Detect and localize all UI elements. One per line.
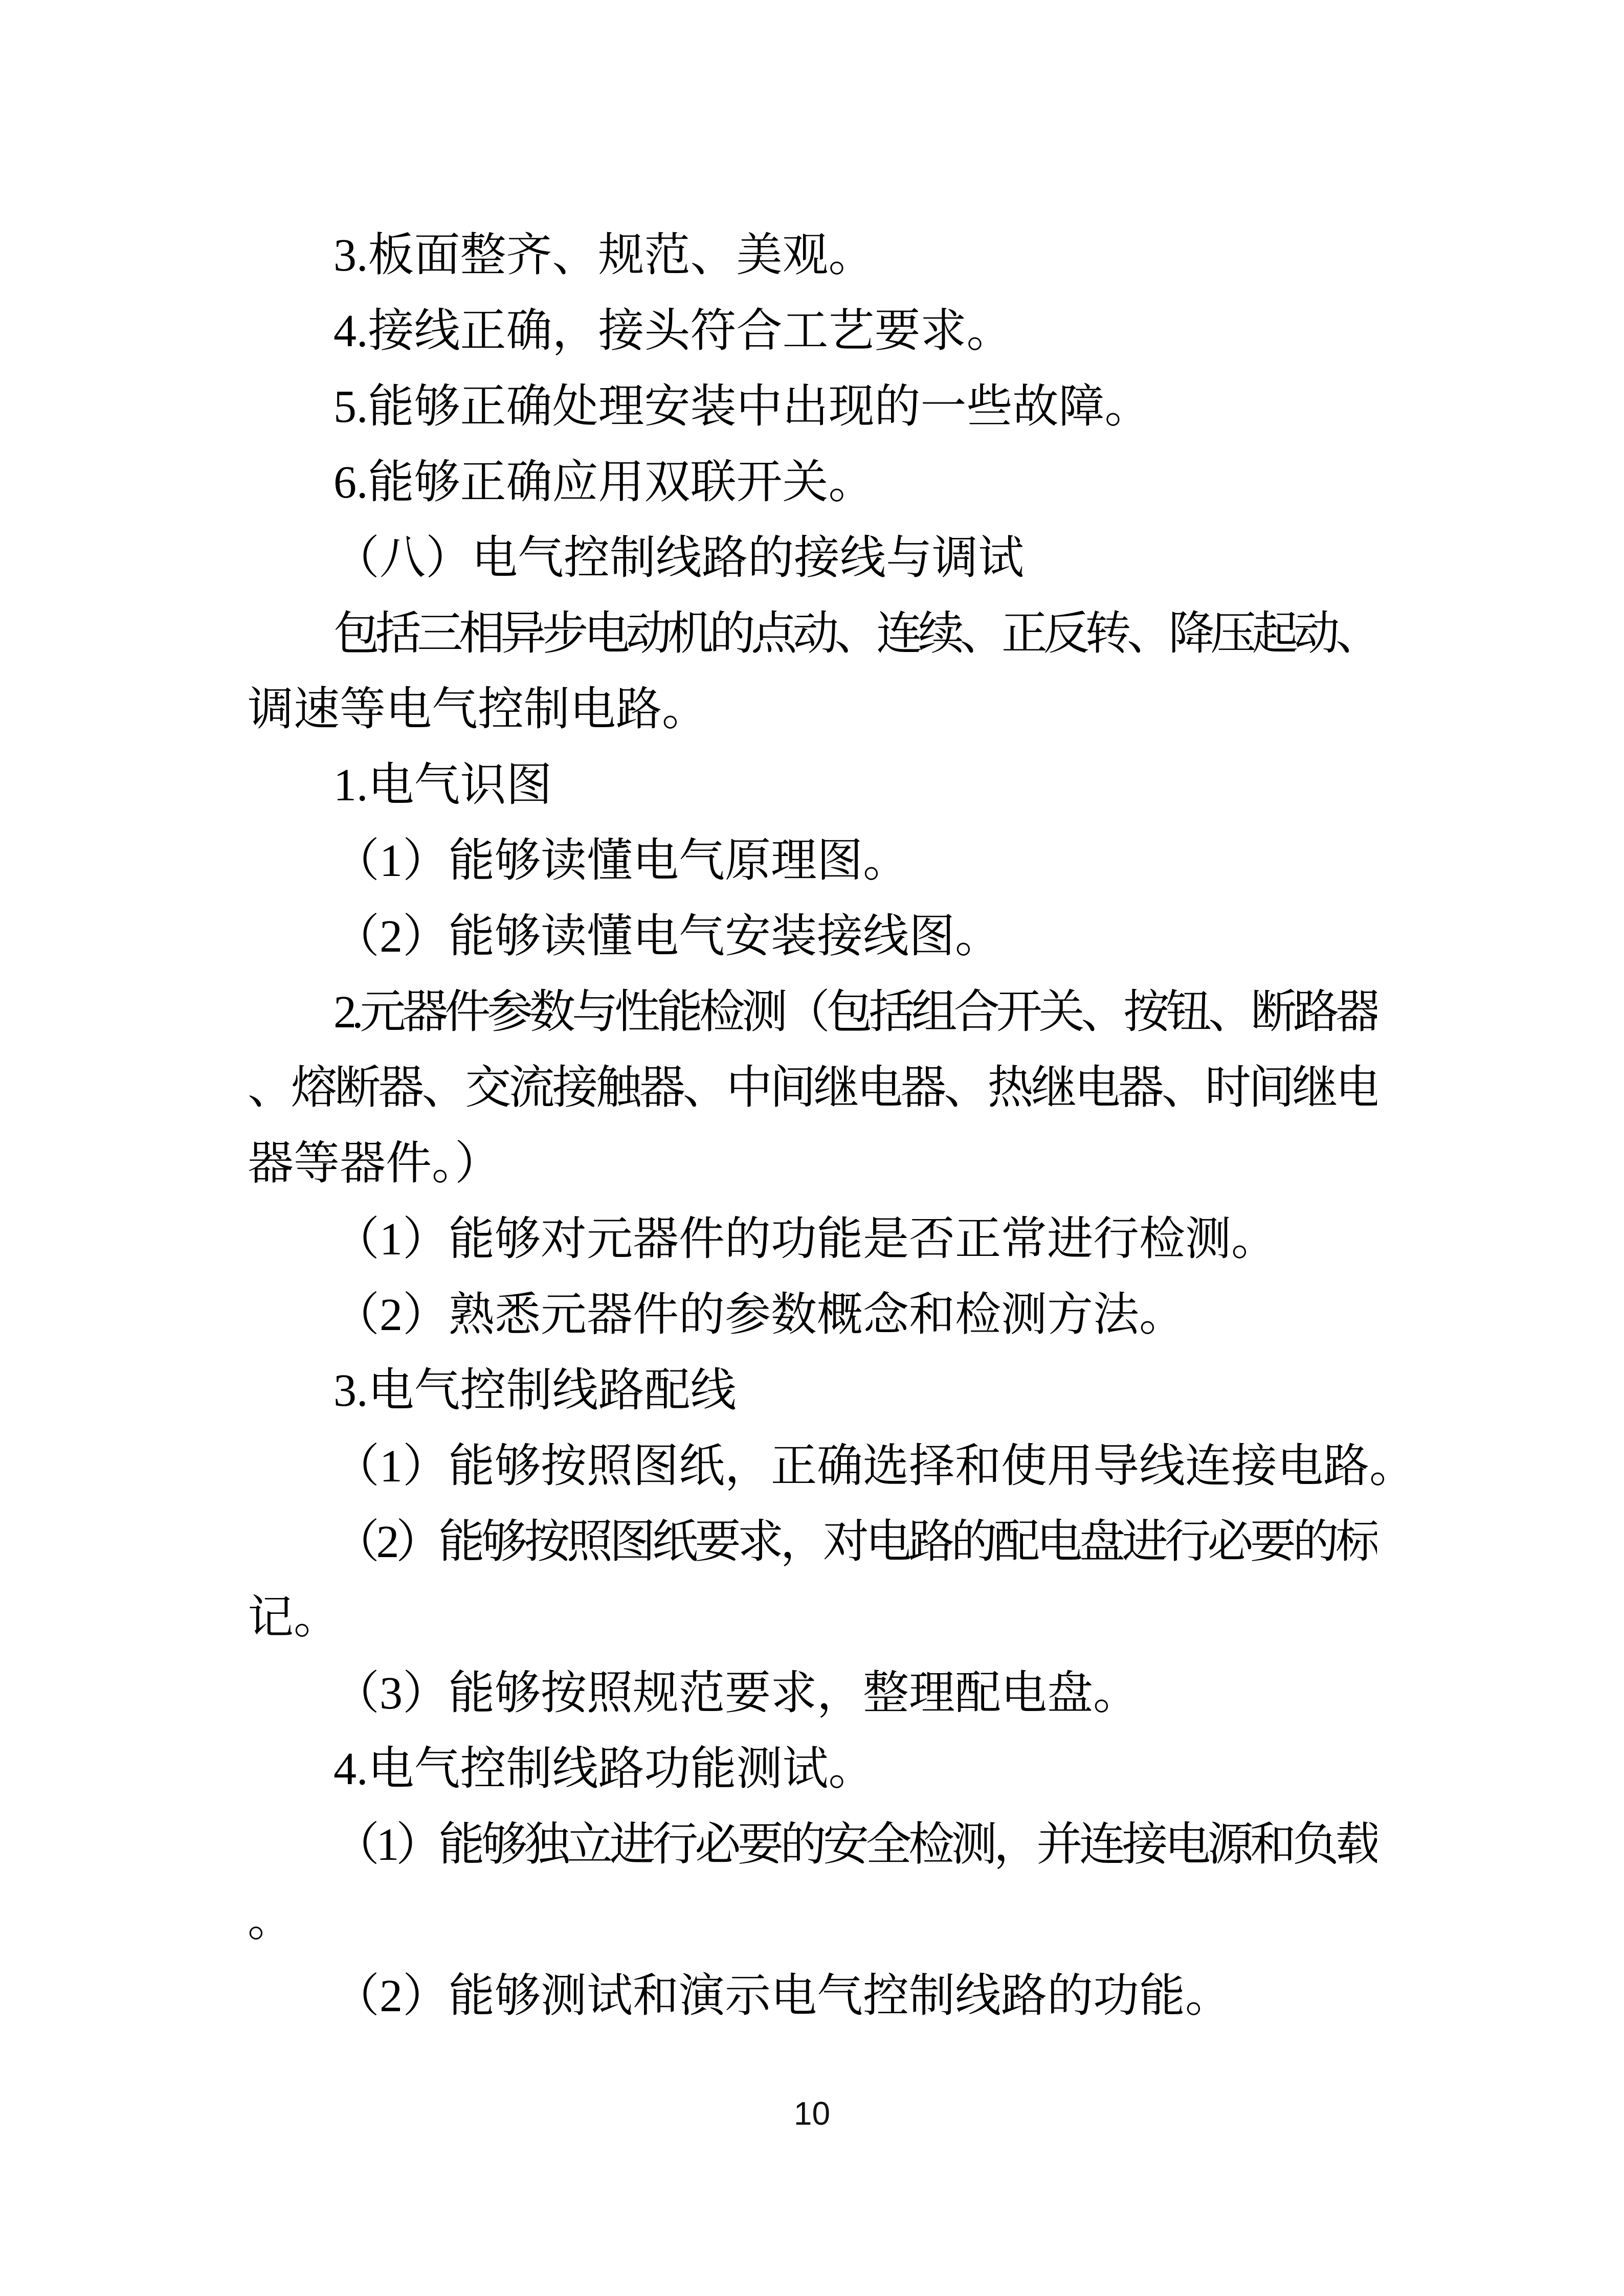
text-line: 包括三相异步电动机的点动、连续、正反转、降压起动、 [333, 609, 1377, 659]
text-line: 调速等电气控制电路。 [248, 684, 708, 735]
text-line: 4.电气控制线路功能测试。 [333, 1744, 875, 1794]
text-line: 。 [248, 1895, 294, 1946]
text-line: （2）能够读懂电气安装接线图。 [333, 911, 1001, 962]
page-footer [0, 2096, 1624, 2131]
text-line: （八）电气控制线路的接线与调试 [333, 533, 1024, 583]
text-line: 2.元器件参数与性能检测（包括组合开关、按钮、断路器 [333, 987, 1377, 1038]
text-line: （1）能够对元器件的功能是否正常进行检测。 [333, 1214, 1277, 1265]
page-number: 10 [793, 2095, 831, 2132]
text-line: 3.电气控制线路配线 [333, 1365, 737, 1416]
text-line: （1）能够按照图纸，正确选择和使用导线连接电路。 [333, 1441, 1415, 1492]
text-line: 6.能够正确应用双联开关。 [333, 457, 875, 508]
page-body [248, 218, 1415, 2034]
text-line: 、熔断器、交流接触器、中间继电器、热继电器、时间继电 [248, 1063, 1377, 1113]
text-line: （2）熟悉元器件的参数概念和检测方法。 [333, 1290, 1185, 1340]
text-line: 4.接线正确，接头符合工艺要求。 [333, 306, 1013, 356]
text-line: 3.板面整齐、规范、美观。 [333, 230, 875, 281]
text-line: 5.能够正确处理安装中出现的一些故障。 [333, 381, 1151, 432]
text-line: 记。 [248, 1592, 340, 1643]
text-line: （1）能够读懂电气原理图。 [333, 836, 909, 886]
text-line: 1.电气识图 [333, 760, 552, 811]
text-line: 器等器件。） [248, 1138, 501, 1189]
text-line: （1）能够独立进行必要的安全检测，并连接电源和负载 [333, 1819, 1377, 1870]
text-line: （2）能够按照图纸要求，对电路的配电盘进行必要的标 [333, 1517, 1377, 1567]
text-line: （3）能够按照规范要求，整理配电盘。 [333, 1668, 1139, 1719]
text-line: （2）能够测试和演示电气控制线路的功能。 [333, 1971, 1231, 2021]
